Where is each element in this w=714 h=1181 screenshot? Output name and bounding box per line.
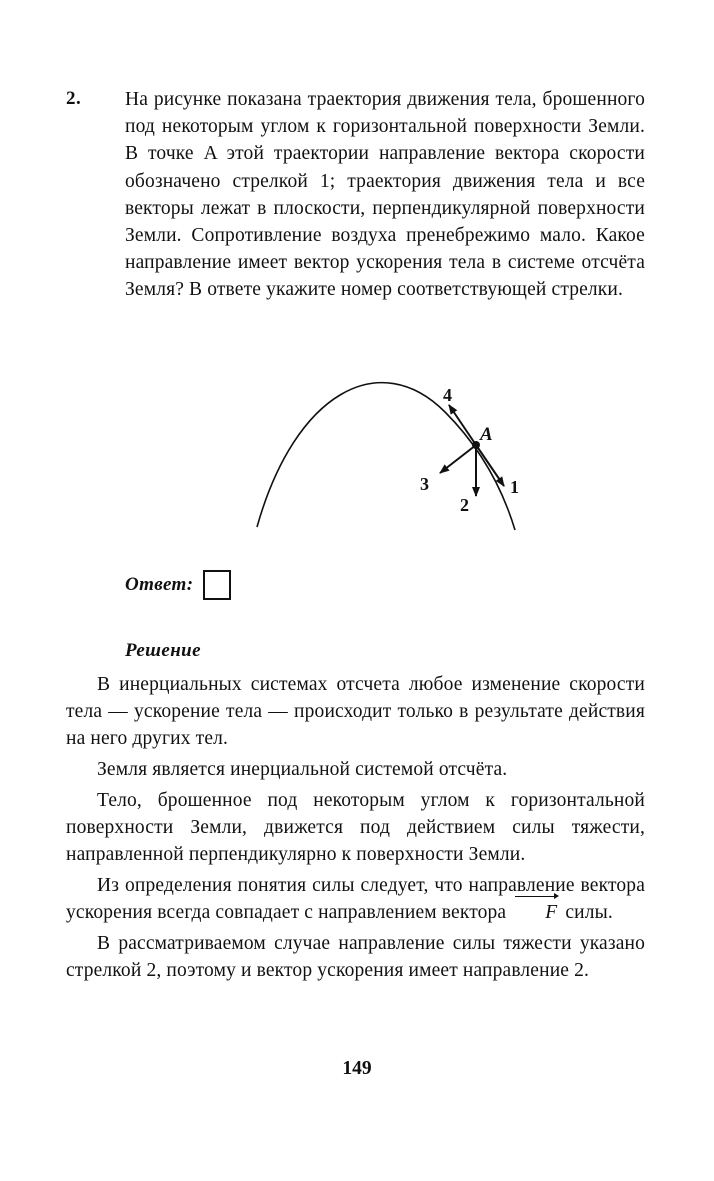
- answer-box[interactable]: [203, 570, 231, 600]
- solution-paragraph: [66, 872, 645, 926]
- arrow-label-2: 2: [460, 495, 469, 515]
- page-number: 149: [342, 1058, 372, 1079]
- solution-paragraph: В рассматриваемом случае направление силы тяжести указано стрелкой 2, поэтому и вектор ускорения имеет направление 2.: [66, 933, 645, 981]
- task-number: 2.: [66, 88, 82, 109]
- solution-body: [66, 671, 645, 988]
- arrow-4: [449, 405, 476, 445]
- solution-text: силы.: [565, 902, 613, 923]
- point-label-a: A: [480, 424, 493, 445]
- arrow-label-3: 3: [420, 474, 429, 494]
- answer-label: Ответ:: [125, 574, 194, 595]
- solution-text: Из определения понятия силы следует, что направление вектора ускорения всегда совпадает с направлением вектора: [66, 875, 645, 923]
- arrow-label-1: 1: [510, 477, 519, 497]
- solution-paragraph: Земля является инерциальной системой отсчёта.: [97, 759, 508, 780]
- trajectory-figure: [240, 372, 540, 532]
- task-text: На рисунке показана траектория движения тела, брошенного под некоторым углом к горизонтальной поверхности Земли. В точке A этой траектории направление вектора скорости обозначено стрелкой 1; траектория движения тела и все векторы лежат в плоскости, перпендикулярной поверхности Земли. Сопротивление воздуха пренебрежимо мало. Какое направление имеет вектор ускорения тела в системе отсчёта Земля? В ответе укажите номер соответствующей стрелки.: [125, 89, 645, 301]
- arrow-3: [440, 445, 476, 473]
- solution-paragraph: Тело, брошенное под некоторым углом к горизонтальной поверхности Земли, движется под действием силы тяжести, направленной перпендикулярно к поверхности Земли.: [66, 790, 645, 865]
- solution-heading: Решение: [125, 640, 201, 661]
- arrow-label-4: 4: [443, 385, 452, 405]
- answer-row: [125, 568, 231, 602]
- point-a: [472, 441, 480, 449]
- arrow-1: [476, 445, 504, 486]
- force-vector-symbol: F: [514, 899, 557, 926]
- solution-paragraph: В инерциальных системах отсчета любое изменение скорости тела — ускорение тела — происходит только в результате действия на него других тел.: [66, 674, 645, 749]
